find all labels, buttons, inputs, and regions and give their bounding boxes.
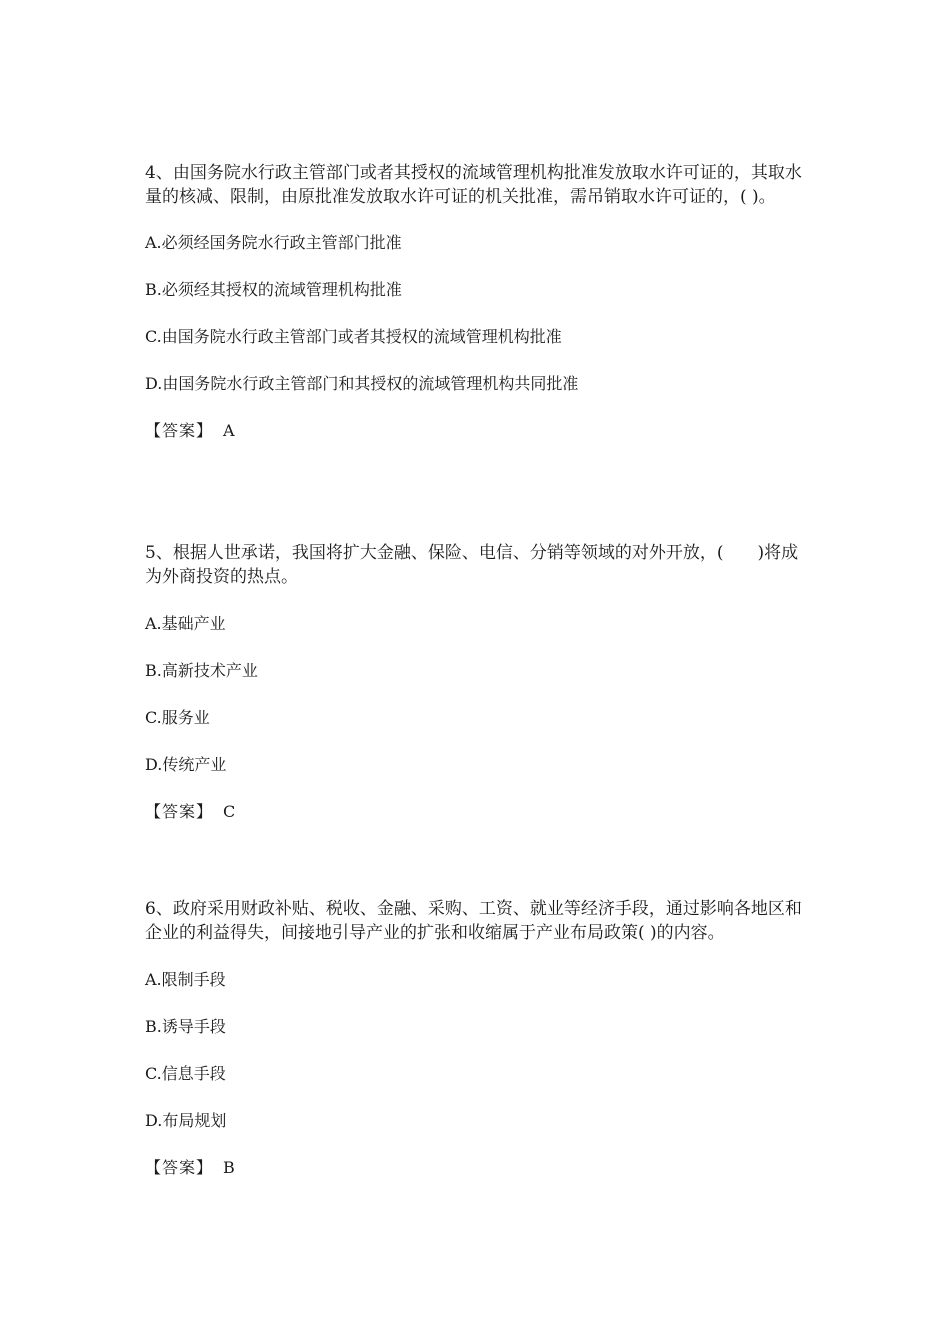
option-d: D.由国务院水行政主管部门和其授权的流域管理机构共同批准: [145, 374, 579, 393]
question-5: [145, 541, 815, 824]
option-a: A.限制手段: [145, 970, 226, 989]
answer-label: 【答案】: [145, 1158, 214, 1177]
option-b: B.诱导手段: [145, 1017, 226, 1036]
question-stem: 4、由国务院水行政主管部门或者其授权的流域管理机构批准发放取水许可证的，其取水量的核减、限制，由原批准发放取水许可证的机关批准，需吊销取水许可证的，( )。: [145, 163, 802, 207]
answer-line: [145, 1156, 815, 1180]
answer-value: B: [223, 1158, 235, 1177]
option-a: A.基础产业: [145, 614, 226, 633]
option-c: C.服务业: [145, 708, 210, 727]
option-b: B.高新技术产业: [145, 661, 258, 680]
question-4: [145, 161, 815, 443]
option-a: A.必须经国务院水行政主管部门批准: [145, 233, 402, 252]
answer-line: [145, 800, 815, 824]
option-d: D.传统产业: [145, 755, 227, 774]
answer-label: 【答案】: [145, 802, 214, 821]
option-d: D.布局规划: [145, 1111, 227, 1130]
option-c: C.由国务院水行政主管部门或者其授权的流域管理机构批准: [145, 327, 562, 346]
answer-value: C: [223, 802, 236, 821]
question-stem: 5、根据人世承诺，我国将扩大金融、保险、电信、分销等领域的对外开放，( )将成为外商投资的热点。: [145, 543, 799, 587]
answer-value: A: [223, 421, 235, 440]
question-6: [145, 897, 815, 1180]
option-c: C.信息手段: [145, 1064, 226, 1083]
option-b: B.必须经其授权的流域管理机构批准: [145, 280, 402, 299]
answer-label: 【答案】: [145, 421, 214, 440]
answer-line: [145, 419, 815, 443]
question-stem: 6、政府采用财政补贴、税收、金融、采购、工资、就业等经济手段，通过影响各地区和企业的利益得失，间接地引导产业的扩张和收缩属于产业布局政策( )的内容。: [145, 899, 802, 943]
